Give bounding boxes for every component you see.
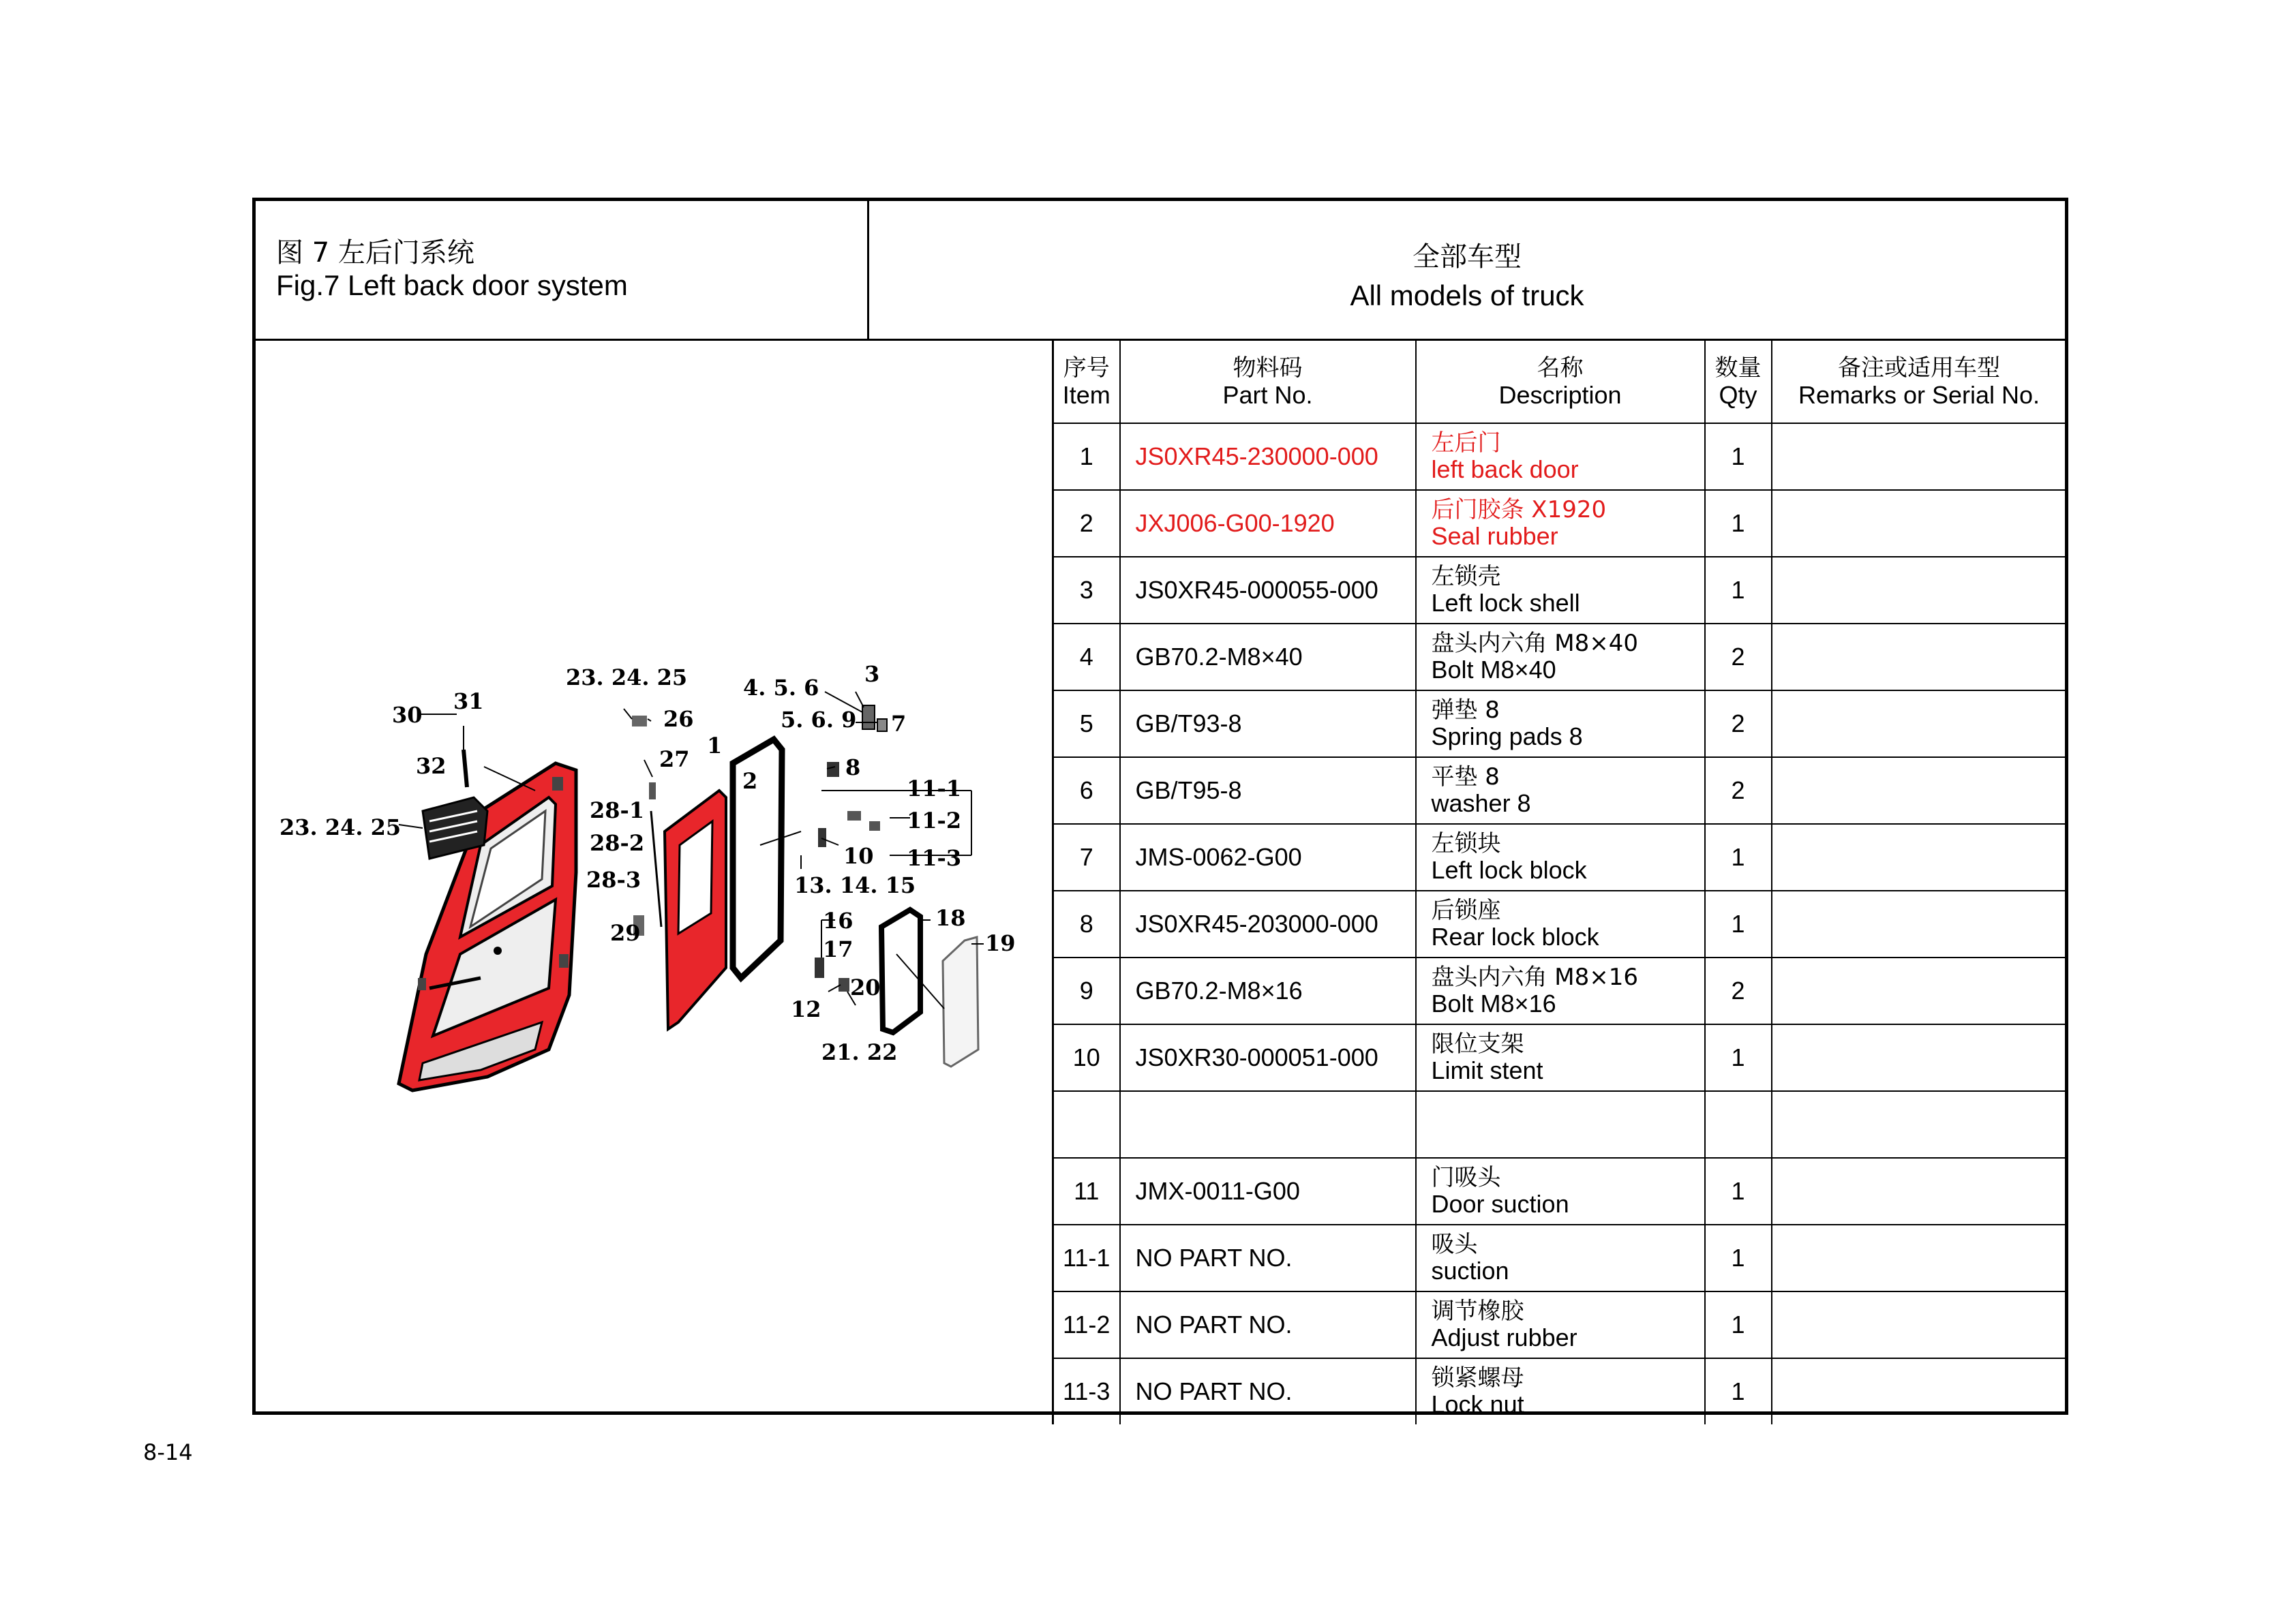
callout-30: 30 bbox=[392, 702, 423, 728]
description-en: Bolt M8×40 bbox=[1431, 656, 1556, 684]
callout-20: 20 bbox=[850, 975, 881, 1000]
cell-item bbox=[1053, 690, 1120, 757]
cell-remarks bbox=[1772, 958, 2066, 1024]
cell-qty bbox=[1705, 1024, 1772, 1091]
models-cell bbox=[869, 201, 2065, 339]
cell-description bbox=[1416, 557, 1705, 624]
part-number: JS0XR30-000051-000 bbox=[1135, 1043, 1378, 1071]
table-row bbox=[1053, 557, 2066, 624]
description-cn: 盘头内六角 M8×40 bbox=[1431, 630, 1639, 657]
cell-qty bbox=[1705, 1091, 1772, 1158]
callout-28-1: 28-1 bbox=[590, 797, 645, 823]
description-en: Seal rubber bbox=[1431, 522, 1558, 550]
callout-1: 1 bbox=[707, 733, 723, 759]
cell-remarks bbox=[1772, 1158, 2066, 1225]
cell-item bbox=[1053, 490, 1120, 557]
quantity: 1 bbox=[1731, 910, 1745, 938]
door-diagram bbox=[256, 341, 1052, 1411]
cell-qty bbox=[1705, 824, 1772, 891]
cell-description bbox=[1416, 958, 1705, 1024]
description-cn: 调节橡胶 bbox=[1431, 1298, 1524, 1325]
quantity: 2 bbox=[1731, 977, 1745, 1005]
figure-title-en: Fig.7 Left back door system bbox=[276, 269, 628, 301]
callout-4-5-6: 4. 5. 6 bbox=[743, 675, 819, 701]
quantity: 1 bbox=[1731, 1311, 1745, 1338]
table-row bbox=[1053, 490, 2066, 557]
cell-item bbox=[1053, 1225, 1120, 1291]
item-number: 1 bbox=[1079, 442, 1093, 470]
description-en: left back door bbox=[1431, 455, 1579, 483]
quantity: 2 bbox=[1731, 776, 1745, 804]
callout-8: 8 bbox=[845, 754, 861, 780]
cell-qty bbox=[1705, 958, 1772, 1024]
description-cn: 吸头 bbox=[1431, 1231, 1478, 1258]
part-number: JXJ006-G00-1920 bbox=[1135, 509, 1335, 537]
cell-description bbox=[1416, 624, 1705, 690]
cell-remarks bbox=[1772, 690, 2066, 757]
table-row bbox=[1053, 1358, 2066, 1424]
figure-title-cn: 图 7 左后门系统 bbox=[276, 237, 474, 269]
cell-part-no bbox=[1120, 690, 1416, 757]
quantity: 2 bbox=[1731, 643, 1745, 671]
table-row bbox=[1053, 1024, 2066, 1091]
part-number: GB/T95-8 bbox=[1135, 776, 1242, 804]
part-number: GB70.2-M8×16 bbox=[1135, 977, 1303, 1005]
cell-description bbox=[1416, 690, 1705, 757]
item-number: 11-2 bbox=[1063, 1311, 1111, 1338]
cell-qty bbox=[1705, 557, 1772, 624]
quantity: 1 bbox=[1731, 509, 1745, 537]
cell-description bbox=[1416, 423, 1705, 490]
cell-part-no bbox=[1120, 1158, 1416, 1225]
cell-qty bbox=[1705, 1358, 1772, 1424]
table-row bbox=[1053, 1225, 2066, 1291]
callout-29: 29 bbox=[610, 920, 641, 946]
parts-sheet-frame bbox=[252, 198, 2068, 1418]
callout-11-2: 11-2 bbox=[907, 808, 962, 833]
col-header-part-no: 物料码 Part No. bbox=[1120, 341, 1416, 423]
part-number: JS0XR45-230000-000 bbox=[1135, 442, 1378, 470]
callout-16: 16 bbox=[823, 908, 854, 934]
table-row bbox=[1053, 958, 2066, 1024]
callout-19: 19 bbox=[985, 930, 1016, 956]
cell-remarks bbox=[1772, 824, 2066, 891]
table-header-row bbox=[1053, 341, 2066, 423]
cell-part-no bbox=[1120, 557, 1416, 624]
cell-item bbox=[1053, 1091, 1120, 1158]
description-cn: 门吸头 bbox=[1431, 1164, 1501, 1191]
cell-item bbox=[1053, 757, 1120, 824]
part-number: JMX-0011-G00 bbox=[1135, 1177, 1300, 1205]
cell-item bbox=[1053, 1291, 1120, 1358]
figure-title-cell bbox=[256, 201, 869, 339]
cell-remarks bbox=[1772, 1358, 2066, 1424]
description-cn: 平垫 8 bbox=[1431, 763, 1500, 791]
cell-remarks bbox=[1772, 1225, 2066, 1291]
part-number: JS0XR45-203000-000 bbox=[1135, 910, 1378, 938]
item-number: 11-1 bbox=[1063, 1244, 1111, 1272]
cell-remarks bbox=[1772, 1024, 2066, 1091]
description-en: Lock nut bbox=[1431, 1390, 1524, 1418]
cell-remarks bbox=[1772, 423, 2066, 490]
cell-part-no bbox=[1120, 824, 1416, 891]
description-cn: 限位支架 bbox=[1431, 1030, 1524, 1058]
item-number: 5 bbox=[1079, 709, 1093, 737]
item-number: 8 bbox=[1079, 910, 1093, 938]
description-cn: 弹垫 8 bbox=[1431, 697, 1500, 724]
item-number: 3 bbox=[1079, 576, 1093, 604]
cell-qty bbox=[1705, 1291, 1772, 1358]
col-header-remarks: 备注或适用车型 Remarks or Serial No. bbox=[1772, 341, 2066, 423]
quantity: 1 bbox=[1731, 843, 1745, 871]
cell-part-no bbox=[1120, 423, 1416, 490]
col-header-description: 名称 Description bbox=[1416, 341, 1705, 423]
models-cn: 全部车型 bbox=[1413, 241, 1522, 273]
cell-part-no bbox=[1120, 1358, 1416, 1424]
item-number: 6 bbox=[1079, 776, 1093, 804]
cell-part-no bbox=[1120, 624, 1416, 690]
cell-item bbox=[1053, 1158, 1120, 1225]
callout-12: 12 bbox=[791, 996, 821, 1022]
callout-31: 31 bbox=[453, 688, 484, 714]
quantity: 1 bbox=[1731, 1177, 1745, 1205]
inner-door-panel-illustration bbox=[665, 791, 726, 1029]
part-number: JMS-0062-G00 bbox=[1135, 843, 1302, 871]
models-en: All models of truck bbox=[1350, 279, 1584, 311]
cell-qty bbox=[1705, 423, 1772, 490]
parts-table-body bbox=[1053, 423, 2066, 1424]
table-row bbox=[1053, 624, 2066, 690]
table-row bbox=[1053, 824, 2066, 891]
cell-remarks bbox=[1772, 891, 2066, 958]
callout-23-24-25-top: 23. 24. 25 bbox=[566, 664, 688, 690]
cell-part-no bbox=[1120, 1091, 1416, 1158]
description-en: suction bbox=[1431, 1257, 1509, 1285]
description-en: washer 8 bbox=[1431, 789, 1531, 817]
part-number: GB/T93-8 bbox=[1135, 709, 1242, 737]
cell-part-no bbox=[1120, 490, 1416, 557]
description-en: Door suction bbox=[1431, 1190, 1569, 1218]
part-number: GB70.2-M8×40 bbox=[1135, 643, 1303, 671]
callout-7: 7 bbox=[891, 711, 907, 737]
table-row bbox=[1053, 1158, 2066, 1225]
table-row bbox=[1053, 1291, 2066, 1358]
cell-remarks bbox=[1772, 624, 2066, 690]
table-row bbox=[1053, 891, 2066, 958]
part-number: JS0XR45-000055-000 bbox=[1135, 576, 1378, 604]
cell-part-no bbox=[1120, 1024, 1416, 1091]
description-en: Left lock block bbox=[1431, 856, 1587, 884]
item-number: 10 bbox=[1072, 1043, 1100, 1071]
quantity: 1 bbox=[1731, 442, 1745, 470]
cell-remarks bbox=[1772, 557, 2066, 624]
description-cn: 左后门 bbox=[1431, 429, 1501, 457]
callout-28-2: 28-2 bbox=[590, 830, 645, 856]
callout-labels bbox=[280, 661, 1016, 1065]
cell-qty bbox=[1705, 690, 1772, 757]
cell-item bbox=[1053, 1358, 1120, 1424]
cell-description bbox=[1416, 490, 1705, 557]
cell-part-no bbox=[1120, 1291, 1416, 1358]
item-number: 2 bbox=[1079, 509, 1093, 537]
item-number: 11 bbox=[1074, 1177, 1100, 1205]
cell-part-no bbox=[1120, 757, 1416, 824]
cell-item bbox=[1053, 891, 1120, 958]
table-row bbox=[1053, 757, 2066, 824]
cell-description bbox=[1416, 824, 1705, 891]
cell-description bbox=[1416, 1358, 1705, 1424]
description-cn: 后锁座 bbox=[1431, 897, 1501, 924]
col-header-item: 序号 Item bbox=[1053, 341, 1120, 423]
col-header-qty: 数量 Qty bbox=[1705, 341, 1772, 423]
exploded-view-figure bbox=[256, 341, 1052, 1411]
cell-description bbox=[1416, 1291, 1705, 1358]
table-row bbox=[1053, 423, 2066, 490]
part-number: NO PART NO. bbox=[1135, 1311, 1293, 1338]
cell-qty bbox=[1705, 891, 1772, 958]
callout-3: 3 bbox=[864, 661, 880, 687]
cell-item bbox=[1053, 824, 1120, 891]
description-cn: 后门胶条 X1920 bbox=[1431, 496, 1607, 523]
item-number: 4 bbox=[1079, 643, 1093, 671]
table-row bbox=[1053, 690, 2066, 757]
cell-remarks bbox=[1772, 1291, 2066, 1358]
description-en: Limit stent bbox=[1431, 1056, 1543, 1084]
callout-13-14-15: 13. 14. 15 bbox=[794, 872, 916, 898]
description-cn: 左锁壳 bbox=[1431, 563, 1501, 590]
cell-description bbox=[1416, 757, 1705, 824]
cell-qty bbox=[1705, 1225, 1772, 1291]
table-row bbox=[1053, 1091, 2066, 1158]
callout-18: 18 bbox=[935, 905, 966, 931]
callout-26: 26 bbox=[663, 706, 694, 732]
item-number: 11-3 bbox=[1063, 1377, 1111, 1405]
cell-part-no bbox=[1120, 958, 1416, 1024]
cell-description bbox=[1416, 891, 1705, 958]
item-number: 7 bbox=[1079, 843, 1093, 871]
callout-10: 10 bbox=[843, 843, 874, 869]
description-en: Bolt M8×16 bbox=[1431, 990, 1556, 1017]
item-number: 9 bbox=[1079, 977, 1093, 1005]
cell-qty bbox=[1705, 1158, 1772, 1225]
cell-item bbox=[1053, 557, 1120, 624]
callout-28-3: 28-3 bbox=[586, 867, 641, 893]
cell-description bbox=[1416, 1024, 1705, 1091]
cell-qty bbox=[1705, 624, 1772, 690]
callout-27: 27 bbox=[659, 746, 690, 772]
description-cn: 左锁块 bbox=[1431, 830, 1501, 857]
callout-21-22: 21. 22 bbox=[821, 1039, 898, 1065]
cell-qty bbox=[1705, 757, 1772, 824]
parts-table bbox=[1052, 341, 2066, 1424]
callout-5-6-9: 5. 6. 9 bbox=[781, 707, 857, 733]
description-cn: 锁紧螺母 bbox=[1431, 1364, 1524, 1392]
cell-item bbox=[1053, 624, 1120, 690]
part-number: NO PART NO. bbox=[1135, 1244, 1293, 1272]
quantity: 1 bbox=[1731, 1244, 1745, 1272]
cell-remarks bbox=[1772, 757, 2066, 824]
callout-32: 32 bbox=[416, 753, 447, 779]
page-number: 8-14 bbox=[143, 1439, 193, 1465]
description-en: Spring pads 8 bbox=[1431, 722, 1583, 750]
callout-11-1: 11-1 bbox=[907, 776, 962, 801]
cell-item bbox=[1053, 958, 1120, 1024]
quantity: 1 bbox=[1731, 1377, 1745, 1405]
cell-part-no bbox=[1120, 1225, 1416, 1291]
quantity: 1 bbox=[1731, 1043, 1745, 1071]
description-en: Rear lock block bbox=[1431, 923, 1599, 951]
callout-23-24-25-left: 23. 24. 25 bbox=[280, 814, 402, 840]
cell-description bbox=[1416, 1158, 1705, 1225]
description-cn: 盘头内六角 M8×16 bbox=[1431, 964, 1639, 991]
cell-item bbox=[1053, 423, 1120, 490]
cell-description bbox=[1416, 1225, 1705, 1291]
quantity: 1 bbox=[1731, 576, 1745, 604]
cell-description bbox=[1416, 1091, 1705, 1158]
cell-item bbox=[1053, 1024, 1120, 1091]
description-en: Left lock shell bbox=[1431, 589, 1580, 617]
cell-part-no bbox=[1120, 891, 1416, 958]
callout-17: 17 bbox=[823, 936, 854, 962]
cell-remarks bbox=[1772, 1091, 2066, 1158]
callout-11-3: 11-3 bbox=[907, 845, 962, 871]
part-number: NO PART NO. bbox=[1135, 1377, 1293, 1405]
callout-2: 2 bbox=[742, 768, 758, 794]
cell-qty bbox=[1705, 490, 1772, 557]
cell-remarks bbox=[1772, 490, 2066, 557]
description-en: Adjust rubber bbox=[1431, 1323, 1577, 1351]
quantity: 2 bbox=[1731, 709, 1745, 737]
